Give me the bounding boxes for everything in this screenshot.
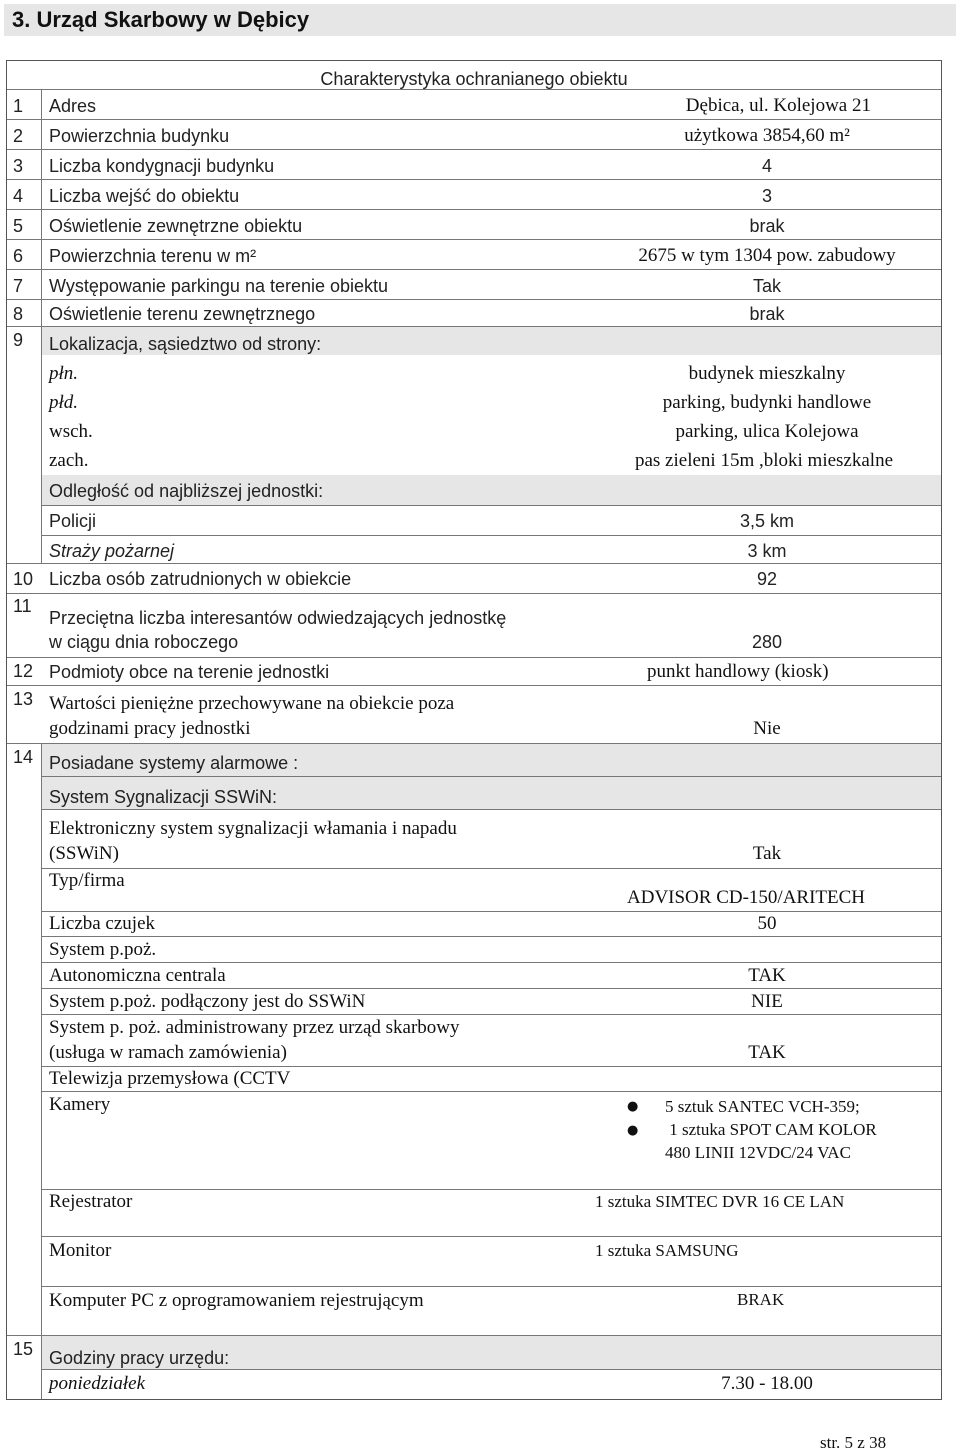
- row-divider: [41, 936, 941, 937]
- object-characteristics-table: [6, 60, 942, 1400]
- elec-value: Tak: [752, 843, 782, 864]
- camera-item: 1 sztuka SPOT CAM KOLOR: [665, 1120, 877, 1139]
- row-number: 6: [13, 246, 24, 266]
- row-divider: [7, 119, 941, 120]
- distance-label: Odległość od najbliższej jednostki:: [49, 481, 324, 501]
- row-number: 2: [13, 126, 24, 146]
- row-label: Adres: [49, 96, 97, 116]
- row-divider: [41, 1091, 941, 1092]
- side-label: wsch.: [49, 421, 93, 442]
- distance-item-label: Straży pożarnej: [49, 541, 175, 561]
- fire-admin-label-line: (usługa w ramach zamówienia): [49, 1042, 287, 1063]
- row-divider: [41, 962, 941, 963]
- row-divider: [41, 1286, 941, 1287]
- row-value: 4: [761, 156, 772, 176]
- row-value: 280: [751, 632, 783, 652]
- sensors-value: 50: [757, 913, 777, 934]
- cctv-label: Telewizja przemysłowa (CCTV: [49, 1068, 291, 1089]
- sswin-label: System Sygnalizacji SSWiN:: [49, 787, 278, 807]
- row-label: Podmioty obce na terenie jednostki: [49, 662, 330, 682]
- row-number: 8: [13, 304, 24, 324]
- hours-day: poniedziałek: [49, 1373, 146, 1394]
- type-value: ADVISOR CD-150/ARITECH: [627, 887, 866, 908]
- bullet-icon: ●: [627, 1099, 639, 1114]
- side-value: pas zieleni 15m ,bloki mieszkalne: [634, 450, 893, 471]
- fire-conn-label: System p.poż. podłączony jest do SSWiN: [49, 991, 366, 1012]
- row-value: użytkowa 3854,60 m²: [684, 125, 850, 146]
- row-label: Powierzchnia terenu w m²: [49, 246, 257, 266]
- pc-value: BRAK: [737, 1290, 785, 1309]
- central-label: Autonomiczna centrala: [49, 965, 226, 986]
- row-divider: [7, 209, 941, 210]
- row-number: 5: [13, 216, 24, 236]
- row-number: 3: [13, 156, 24, 176]
- row-label: Występowanie parkingu na terenie obiektu: [49, 276, 389, 296]
- column-divider: [41, 1336, 42, 1399]
- row-value: 3: [761, 186, 772, 206]
- hours-label: Godziny pracy urzędu:: [49, 1348, 230, 1368]
- cameras-label: Kamery: [49, 1094, 111, 1115]
- row-divider: [7, 563, 941, 564]
- sensors-label: Liczba czujek: [49, 913, 156, 934]
- camera-item: 5 sztuk SANTEC VCH-359;: [665, 1097, 860, 1116]
- row-number: 7: [13, 276, 24, 296]
- row-value: Nie: [753, 718, 781, 739]
- table-title: Charakterystyka ochranianego obiektu: [320, 69, 628, 89]
- side-value: budynek mieszkalny: [688, 363, 846, 384]
- row-divider: [7, 685, 941, 686]
- row-label-line: Wartości pieniężne przechowywane na obiekcie poza: [49, 693, 455, 714]
- row-divider: [41, 505, 941, 506]
- page-number: str. 5 z 38: [820, 1433, 887, 1452]
- bullet-icon: ●: [627, 1123, 639, 1138]
- row-label: Powierzchnia budynku: [49, 126, 230, 146]
- central-value: TAK: [748, 965, 786, 986]
- row-value: brak: [749, 216, 785, 236]
- row-value: 2675 w tym 1304 pow. zabudowy: [638, 245, 896, 266]
- row-divider: [41, 1014, 941, 1015]
- elec-label-line: (SSWiN): [49, 843, 119, 864]
- row-value: 92: [756, 569, 778, 589]
- alarm-label: Posiadane systemy alarmowe :: [49, 753, 299, 773]
- fire-label: System p.poż.: [49, 939, 157, 960]
- column-divider: [41, 744, 42, 1335]
- row-label-line: godzinami pracy jednostki: [49, 718, 251, 739]
- row-number: 14: [13, 747, 34, 767]
- row-label-line: Przeciętna liczba interesantów odwiedzających jednostkę: [49, 608, 507, 628]
- row-number: 1: [13, 96, 24, 116]
- distance-item-value: 3,5 km: [739, 511, 795, 531]
- side-label: płd.: [49, 392, 79, 413]
- row-value: brak: [749, 304, 785, 324]
- hours-time: 7.30 - 18.00: [721, 1373, 813, 1394]
- row-label-line: w ciągu dnia roboczego: [49, 632, 239, 652]
- section-heading: 3. Urząd Skarbowy w Dębicy: [4, 4, 956, 36]
- row-value: punkt handlowy (kiosk): [647, 661, 829, 682]
- row-divider: [7, 179, 941, 180]
- row-divider: [7, 149, 941, 150]
- row-divider: [41, 911, 941, 912]
- distance-item-value: 3 km: [747, 541, 787, 561]
- side-label: zach.: [49, 450, 89, 471]
- row-number: 10: [13, 569, 34, 589]
- row-divider: [7, 299, 941, 300]
- row-value: Tak: [752, 276, 781, 296]
- row-number: 15: [13, 1339, 34, 1359]
- row-label: Oświetlenie zewnętrzne obiektu: [49, 216, 303, 236]
- row-label: Liczba wejść do obiektu: [49, 186, 240, 206]
- monitor-value: 1 sztuka SAMSUNG: [595, 1241, 739, 1260]
- row-label: Liczba kondygnacji budynku: [49, 156, 275, 176]
- row-divider: [7, 269, 941, 270]
- row-divider: [41, 1236, 941, 1237]
- row-divider: [41, 1189, 941, 1190]
- pc-label: Komputer PC z oprogramowaniem rejestrującym: [49, 1290, 424, 1311]
- recorder-value: 1 sztuka SIMTEC DVR 16 CE LAN: [595, 1192, 845, 1211]
- row-divider: [41, 809, 941, 810]
- row-label: Oświetlenie terenu zewnętrznego: [49, 304, 316, 324]
- column-divider: [41, 327, 42, 563]
- row-divider: [41, 1066, 941, 1067]
- column-divider: [41, 89, 42, 327]
- row-number: 12: [13, 661, 34, 681]
- row-number: 4: [13, 186, 24, 206]
- camera-item-detail: 480 LINII 12VDC/24 VAC: [665, 1143, 851, 1162]
- row-number: 13: [13, 689, 34, 709]
- side-value: parking, ulica Kolejowa: [675, 421, 859, 442]
- row-divider: [41, 988, 941, 989]
- distance-item-label: Policji: [49, 511, 97, 531]
- row-divider: [7, 89, 941, 90]
- location-label: Lokalizacja, sąsiedztwo od strony:: [49, 334, 322, 354]
- side-value: parking, budynki handlowe: [662, 392, 872, 413]
- fire-admin-value: TAK: [748, 1042, 786, 1063]
- monitor-label: Monitor: [49, 1240, 112, 1261]
- side-label: płn.: [49, 363, 79, 384]
- row-number: 11: [13, 596, 32, 616]
- fire-admin-label-line: System p. poż. administrowany przez urząd skarbowy: [49, 1017, 460, 1038]
- recorder-label: Rejestrator: [49, 1191, 133, 1212]
- row-divider: [41, 1369, 941, 1370]
- row-divider: [41, 535, 941, 536]
- elec-label-line: Elektroniczny system sygnalizacji włamania i napadu: [49, 818, 457, 839]
- row-label: Liczba osób zatrudnionych w obiekcie: [49, 569, 352, 589]
- type-label: Typ/firma: [49, 870, 125, 891]
- row-divider: [41, 868, 941, 869]
- row-number: 9: [13, 330, 24, 350]
- row-divider: [7, 239, 941, 240]
- row-divider: [7, 593, 941, 594]
- row-divider: [7, 657, 941, 658]
- fire-conn-value: NIE: [751, 991, 783, 1012]
- row-value: Dębica, ul. Kolejowa 21: [685, 95, 871, 116]
